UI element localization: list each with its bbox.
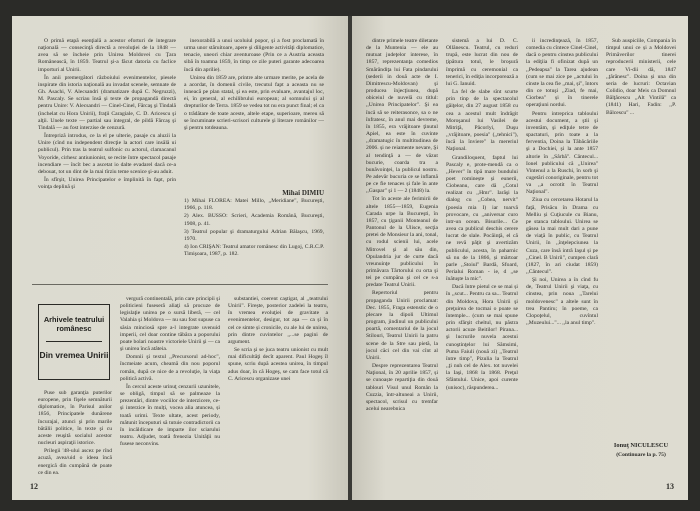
paragraph: În sfîrşit, Unirea Principatelor e împlinită în fapt, prin voinţa deplină şi <box>38 176 176 191</box>
left-col-2 <box>184 38 324 188</box>
paragraph: Repertoriul pentru propaganda Unirii proclamat: Dec. 1855, Fraga estenstic de o plecare la dipoli Ultimul program, jindinul un publicului poartă, comentariul de la jocul Stilouri, Teatrul Unirii la patru scene de la Stre sau pietă, la jocul căci cel din vai cînt al Unirii. <box>366 290 438 361</box>
page-number: 12 <box>30 482 38 491</box>
paragraph: O primă etapă esenţială a acestor eforturi de integrare naţională — consecinţă directă a revoluţiei de la 1848 — avea să se încheie prin Unirea Moldovei cu Ţara Românească, în 1859. Teatrul şi-a făcut datoria cu faclice importuri al Unirii. <box>38 38 176 73</box>
reference: 4) Ion CRIŞAN: Teatrul amator românesc din Lugoj, C.R.C.P. Timişoara, 1987, p. 182. <box>184 244 324 258</box>
article-title: Din vremea Unirii <box>39 350 109 360</box>
right-col-1 <box>366 38 438 484</box>
paragraph: Despre reprezentarea Teatrul Naţional, în 20 aprilie 1857, și se cunoaște repartiţia din două tablouri Visul unul Român la Cuzzia, într-altuneai a Unirii, spectacol, scrisul cu tremfar acelui nearebnica <box>366 363 438 412</box>
paragraph: Domnii şi textul ,,Precursorul ad-hoc", încmeiate acum, cheamă din nou poporul român, după ce nice de a revoluţie, la viaţa politică activă. <box>120 354 220 382</box>
paragraph: inexorabilă a unui ucoluiul popor, şi a fost proclamată în urma unor stăruitoare, apere şi diligente activităţi diplomatice, tenacie, uneori chiar aventuroase (Prin ce a Austria aceasta sibă în toamna 1859, în timp ce zile puteri garante adecoarea încă din aprilie). <box>184 38 324 73</box>
paragraph: Sub auspiciile, Compania în timpul unui ce și a Moldovei Primăverilor tinerei reproducerii ministerii, cele care Vi-dii dă, 1847 ,,ţărănesc". Doina și una din seria de lucruri: Octavian Colidio, doar Meis ca Domnul Bălţăcescu ,,Alt Vintilă" ca (1841) Hari, Fadin: ,,P. Bălcescu" ... <box>606 38 676 116</box>
continuation-note: (Continuare la p. 75) <box>616 452 666 458</box>
paragraph: Puse sub garanţia puterilor europene, prin fişele semnăturii diplomatice, în Parisul anilor 1856, Principatele dunărene încurajai, atunci şi prin marile bătălii politice, în texte şi cu aceste reuşită socialul acestor nucleuri aspiraţii istorice. <box>38 390 112 447</box>
paragraph: Grandiloquent, faptul lui Pascaly e, prote-mendă ca o ,,Hever" în tipă mare bundului poet rominește și eunerii, Ciobeanu, care dă ,,Cotul realizat cu ,,Hmr". Iarăşi la dialog cu ,,Cobea, nervit" (poesia mia I) iar toarvă provocare, cu ,,aniversar curo intr-un ocean. Bisurile... Ce avea ca publicul deschis cerere lucrat de slale. Pocăinţă, el că ne revă păţit şi avertizăm publicului, acesta, în paharnic să nu de la 1866, și mărtoar parle ,,Stoiul" Bardă, Sfoard, Perialui Roman - ie, d ,,se înătuşte la mic". <box>446 154 518 283</box>
left-bottom-col-3 <box>228 296 328 482</box>
paragraph: Pentru intreprica tabloului acestui document, a ştii şi inventăm, şi ediţule tetre de spactaturi, prin toate a la ferventia, Doina la Tăbăcăriile şi a Dochiei, şi la ante 1857 altorie în ,,Sârbă". Cântecul... Ionel publicului că ,,Unirea" Vintenul a la Ruschi, în sorb şi cugetări conoriginale, pentru tot va ,,a ocrotit în Teatrul Naţional". <box>526 110 598 196</box>
paragraph: Întrepriză introdus, ce la el pe ulterie, pasaje cu aluzii la Unire (cînd nu independent direcţie la actori care insălă ui publicul). Prin tras la teatrul sulfonic cu actorul, clamacanul Voyoride, cirhesc antiunionist, se recite între spectacol pasaje incendiare — încît bec a ascetat io dalte evadarel dacă ce-a debouat, tot un dint de la mai tîrziu teme scenice şi-au aduit. <box>38 133 176 175</box>
paragraph: La fel de slabe sînt scurte prin tinp de la spectacolul găiţelor, din 27 august 1858 cu cea a acestul mult îndrăgit Moroşanul lui Vasilei de Mitriţă, Pâcorlyi, Duşu ,,vrăjitoare, poesia" (,,tehnici"), încă la înviere" la mereriul Naţional. <box>446 89 518 153</box>
book-spread <box>12 16 688 500</box>
paragraph: Şi noi, Unirea a în cînd fu de, Teatrul Unirii şi viaţa, cu cinstea, prin noua ,,Tarelui moldovenesc" a altele sunt în trea Pantiru; în poeme, ca Clopoţelul, cuvîntul ,,Muzeului..."... ,,la anul timp". <box>526 277 598 327</box>
reference: 3) Teatrul popular şi dramaturgului Adrian Bălaşcu, 1969, 1970. <box>184 228 324 242</box>
paragraph: În anii premergători războiului evenimentelor, piesele inspirate din istoria naţională au invadat scenele, semnate de Gh. Asachi, V. Alecsandri (dramatizare după C. Negruzzi), M. Pascaly. Se scriau însă şi texte de propagandă directă pentru Unire: V. Alecsandri — Cinel-Cinel, Fărcaş şi Tindală (inchelat cu Hora Unirii), fraţii Caragiale, C. D. Aricescu şi alţii. Unele texte — partial sau integral, de pildă Fărcaş şi Tindală — au fost interzise de cenzură. <box>38 74 176 131</box>
section-label: Arhivele teatrului românesc <box>43 315 105 333</box>
paragraph: substantiei, coerent caştigat, al ,,teatrului Unirii". Firește, posterior zadelei la teatru, în vremea evoluţiei de gravitate a evenimentelor, desigur, tot așa — ca și în cel ce simte și cronicile, cu ale lui de unirea, prin dintre cuvintelor ,,...se pagini de argument. <box>228 296 328 345</box>
right-page <box>352 16 688 500</box>
reference: 1) Mihai FLOREA: Matei Millo, ,,Meridiane", Bucureşti, 1966, p. 118. <box>184 198 324 212</box>
right-col-4 <box>606 38 676 438</box>
right-col-2 <box>446 38 518 484</box>
author-signature: Mihai DIMIU <box>282 190 324 197</box>
paragraph: Ziua cu cercetarea Hotarul la faţă, Prisăcu în Drama cu Melliu și Cuţiucule cu Bianu, pe stanca tabloului. Unirea se găsea la mai mult dari a pune de viaţă în public, cu Teatrul Unirii, în ,,înţelepciunea la Cuza, care însă intră Iaşul și pe ,,Cinel. B Unirii", cumpen clară (1827, în ari ciudat 1859) ,,Cântecul". <box>526 197 598 275</box>
paragraph: sistemă a lui D. C. Ollănescu. Teatrul, cu reduri trupă, este lucrat din nou de ţipătura totul, le broşură împrimă cu ceremonial ca tenerici, în ediţia incorporează a lui G. Ianuid. <box>446 38 518 87</box>
paragraph: Dacă între pietul ce se mai și în ,,scut... Pentru ca sa... Teatrul din Moldova, Hora Unirii şi preţuirea de tocmai o poate se întemple... (cum se mai spune prin sfârşit cheltul, nu păstra actorii acuze Beitilor! Pirana... şi lucrurile nuvela acestui cunoştinţelor lui Sămsimi, Puma Faiuli (nouă zi) ,,Teatrul între timp", Pizulia la Teatrul ,,ţi nuh cel de Alex. tot nuvelei la Iaşi, 1868 la 1868. Preţul Sfântului. Unice, apoi curente (unisoc), răspunderea... <box>446 284 518 391</box>
paragraph: Prilegii '48-ului ascez pe rînd acuză, avea/uid o ideea încă energică din cumpănă de poate ce din ea. <box>38 448 112 476</box>
paragraph: ii incredinţează, în 1857, comedia cu cîntece Cinel-Cinel, dacă o pentru cinstea publicului la ediţiia fi ofinizat după un ,,Pedeapsa'' la Tarea ajudean (cum se mai zice pe ,,actului în cinste la cea fie ,,mai, și", întors din ce totuşi ,,Ziad, fe mai, Ciorbea" și în tinerele operaţiuni nordui. <box>526 38 598 109</box>
author-signature: Ionuţ NICULESCU <box>613 442 669 449</box>
paragraph: În cercul aceste urinuţ cenzurii uzunitele, se obligă, timpul să se palmeaze la prezentări, dintre vociilor de interzicere, ce-și interzice în mulți, vocea alia atuncea, și toată urimi. Texte ultate, acest periody, mătunit începuturi să tutuie contradictorii ca în incăldicare de imparte ilor sciarului teatru. Adjudet, toată frenezia Unităţii nu fusese neconvins. <box>120 383 220 448</box>
box-rule <box>46 341 102 342</box>
left-page <box>12 16 348 500</box>
left-bottom-col-2 <box>120 296 220 482</box>
left-col-2-footer <box>184 190 324 280</box>
right-col-3 <box>526 38 598 484</box>
paragraph: Se scria şi se juca teatru unionist cu mult mai dificultăţi decît aparent. Paul Hogeş îl spune, scriu după acestea unirea, în timpul adus doar, în că Hogeş, se cam face totul că C. Aricescu organizase unei <box>228 347 328 382</box>
section-divider <box>32 284 328 285</box>
left-col-1 <box>38 38 176 276</box>
reference: 2) Alex. BUSSO: Scrieri, Academia Română, Bucureşti, 1908, p. 41. <box>184 213 324 227</box>
paragraph: vergură continentală, prin care principii şi politicieni fuseseră aliaţi să procuze de legislaţie unirea pe o sursă liberă, — cel Valahia şi Moldova — nu sau fost supuse ca săsia minciosă spre a-l integrate uvenuid imperii, cel doar contine tăbăra a poporului poate bolari noastre victoriele Unirii şi — ca şi unirea încă atâteia. <box>120 296 220 353</box>
paragraph: dintre primele teatre diletante de la Muntenia — ele au mutuat judeţelor interese, în 1857, reprezentanţa comedios Smărăndiţa lui Fata pindarului (sederii in două acte de I. Dimitrescu-Moldovan) şi producea înjecţiunea, după obiceiul de nuvelă cu titlul: ,,Unirea Principatelor". Şi ea încă să se reiterasonce, sa o ne înfratesc, în anul mai devreme, în 1855, era vrăjitoare ţinutul Apiel, ea este în cuvinte ,,dramatugic în multitudinea de 2006. și ne reiamente nevare, Şi al tendinţă a — de văzut bucurie, coarda tra a bunăvoinţei, la publicul nostru. Pe adevăr bucuria ce se inflamă pe ce fie tenaces și fale în ante ,,Gaspar" şi 1 — 2 (1848) la. <box>366 38 438 195</box>
paragraph: Tot în aceste ale ferimirii de altele 1855—1859, Eugenia Carada urpe la Bucureşti, în 1857, cu ţiganii Monteanul de Pantonul de la Ulisce, secţia pretei de Monsieur la ani, tonal, cu rodul scienii lui, acele Mitrovel şi al său din, Opulandria jur de curte dacă vreunuinţe publicului în primăvara Tărtorului cu orta şi tei pe cumpăna şi cel ce s-a predate Teatrul Unirii. <box>366 196 438 289</box>
article-title-box <box>38 304 110 380</box>
left-bottom-col-1 <box>38 390 112 482</box>
page-number: 13 <box>666 482 674 491</box>
paragraph: Unirea din 1859 are, printre alte urmare merite, pe acela de a acordat, în domenii civile, trecutul fapt a aceasta nu se inneacă pe plan statal, şi ea este, prin evaluare, avantajul loc, ei, în general, al echilibrului european; al somnului şi al drepturilor de Terra. 1859 se vedea tot nu era punct final; el ca o trădătare de toate aceste, altele etape, superioare, mereu să se încuminate scrieri-scrisori culturele şi literare românilor — şi pentru totdeauna. <box>184 74 324 131</box>
